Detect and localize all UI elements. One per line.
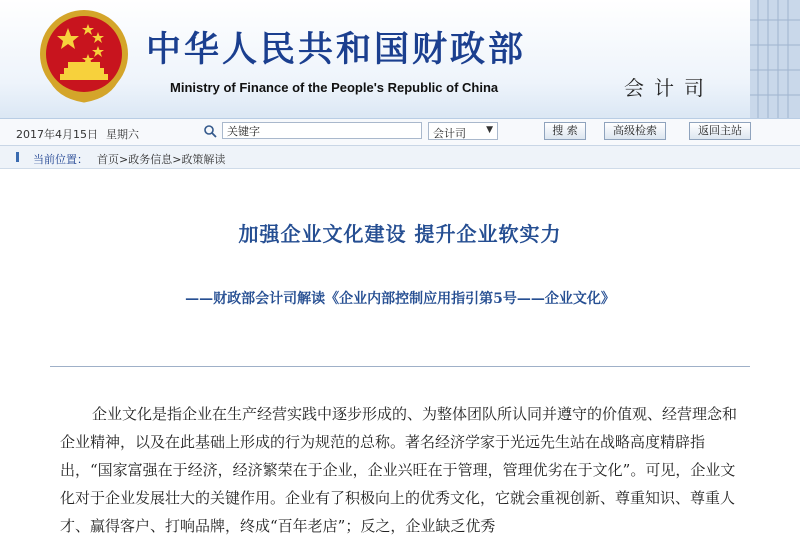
breadcrumb-item-policy[interactable]: 政策解读 [181,153,226,166]
search-button[interactable]: 搜 索 [544,122,586,140]
breadcrumb-item-home[interactable]: 首页 [97,153,119,166]
search-icon [203,124,217,138]
department-select-value: 会计司 [433,127,466,140]
department-name: 会计司 [624,76,714,100]
national-emblem-icon[interactable] [38,6,130,106]
divider [50,366,750,367]
chevron-down-icon: ▼ [486,125,493,135]
building-illustration-icon [740,0,800,118]
return-home-button[interactable]: 返回主站 [689,122,751,140]
breadcrumb-marker [16,152,19,162]
department-select[interactable] [428,122,498,140]
breadcrumb [0,146,800,169]
article-body: 企业文化是指企业在生产经营实践中逐步形成的、为整体团队所认同并遵守的价值观、经营理念和企业精神，以及在此基础上形成的行为规范的总称。著名经济学家于光远先生站在战略高度精辟指出，“国家富强在于经济，经济繁荣在于企业，企业兴旺在于管理，管理优劣在于文化”。可见，企业文化对于企业发展壮大的关键作用。企业有了积极向上的优秀文化，它就会重视创新、尊重知识、尊重人才、赢得客户、打响品牌，终成“百年老店”；反之，企业缺乏优秀 [60,405,738,535]
advanced-search-button[interactable]: 高级检索 [604,122,666,140]
current-date: 2017年4月15日 [16,128,98,141]
site-title-cn: 中华人民共和国财政部 [146,30,527,70]
breadcrumb-trail [97,151,225,167]
article-title: 加强企业文化建设 提升企业软实力 [238,222,562,246]
current-weekday: 星期六 [106,128,139,141]
breadcrumb-label: 当前位置： [33,153,88,166]
search-input[interactable] [222,122,422,139]
breadcrumb-item-gov-info[interactable]: 政务信息 [128,153,173,166]
site-header [0,0,800,119]
site-title-en: Ministry of Finance of the People's Republic of China [170,80,499,95]
article-subtitle: ——财政部会计司解读《企业内部控制应用指引第5号——企业文化》 [185,291,615,307]
toolbar [0,119,800,146]
breadcrumb-separator: > [119,153,129,166]
breadcrumb-separator: > [172,153,182,166]
